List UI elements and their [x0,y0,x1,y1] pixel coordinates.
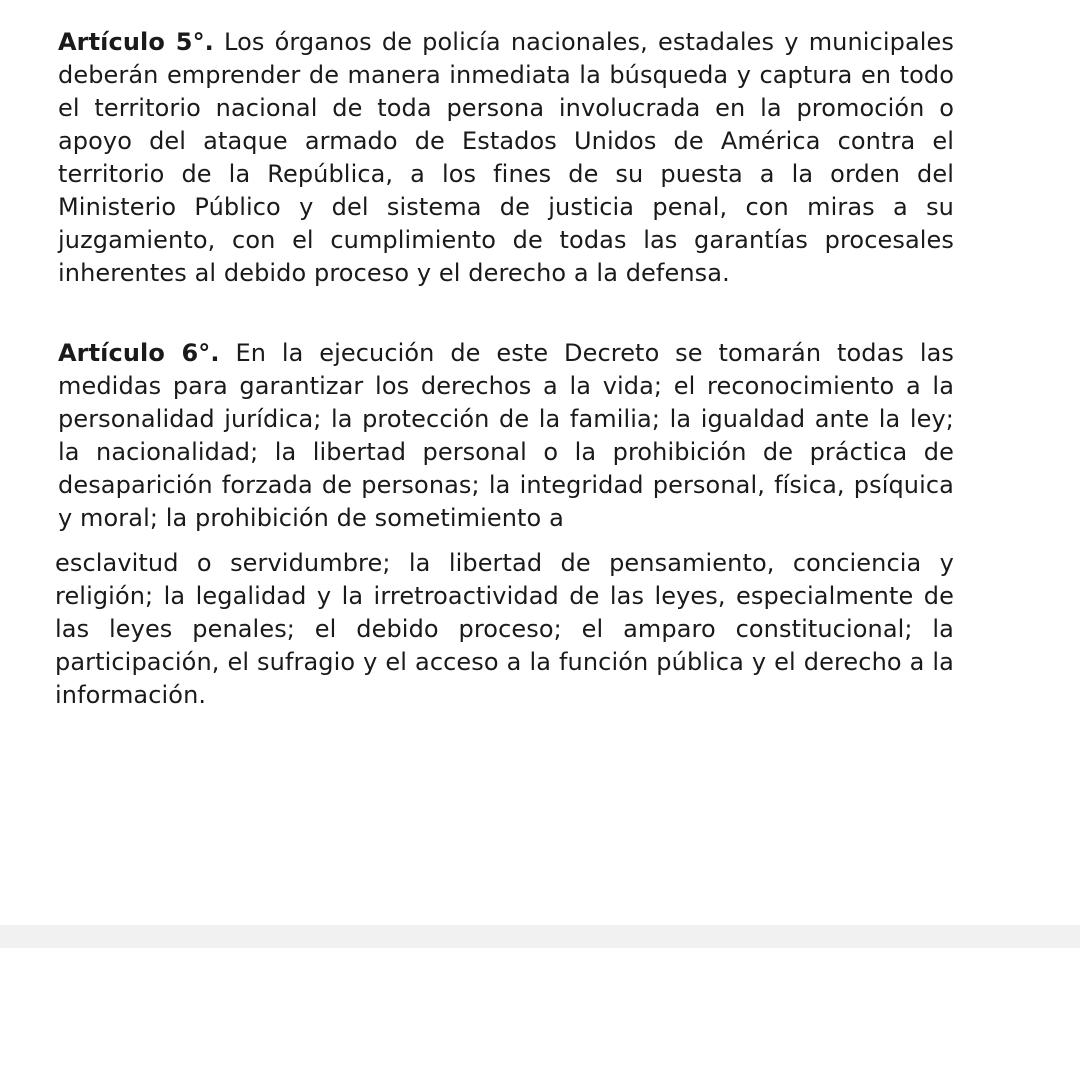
article-6-heading: Artículo 6°. [58,339,220,367]
article-5-heading: Artículo 5°. [58,28,214,56]
article-6-paragraph [58,337,954,535]
article-6-text-part1: En la ejecución de este Decreto se tomarán todas las medidas para garantizar los derechos a la vida; el reconocimiento a la personalidad jurídica; la protección de la familia; la igualdad ante la ley; la nacionalidad; la libertad personal o la prohibición de práctica de desaparición forzada de personas; la integridad personal, física, psíquica y moral; la prohibición de sometimiento a [58,339,954,532]
article-5-text: Los órganos de policía nacionales, estadales y municipales deberán emprender de manera inmediata la búsqueda y captura en todo el territorio nacional de toda persona involucrada en la promoción o apoyo del ataque armado de Estados Unidos de América contra el territorio de la República, a los fines de su puesta a la orden del Ministerio Público y del sistema de justicia penal, con miras a su juzgamiento, con el cumplimiento de todas las garantías procesales inherentes al debido proceso y el derecho a la defensa. [58,28,955,287]
blank-area [0,948,1080,1080]
article-5-paragraph [58,26,954,290]
page-separator-band [0,925,1080,948]
article-6-text-part2: esclavitud o servidumbre; la libertad de pensamiento, conciencia y religión; la legalidad y la irretroactividad de las leyes, especialmente de las leyes penales; el debido proceso; el amparo constitucional; la participación, el sufragio y el acceso a la función pública y el derecho a la información. [55,549,954,709]
article-6-continuation [55,547,954,712]
